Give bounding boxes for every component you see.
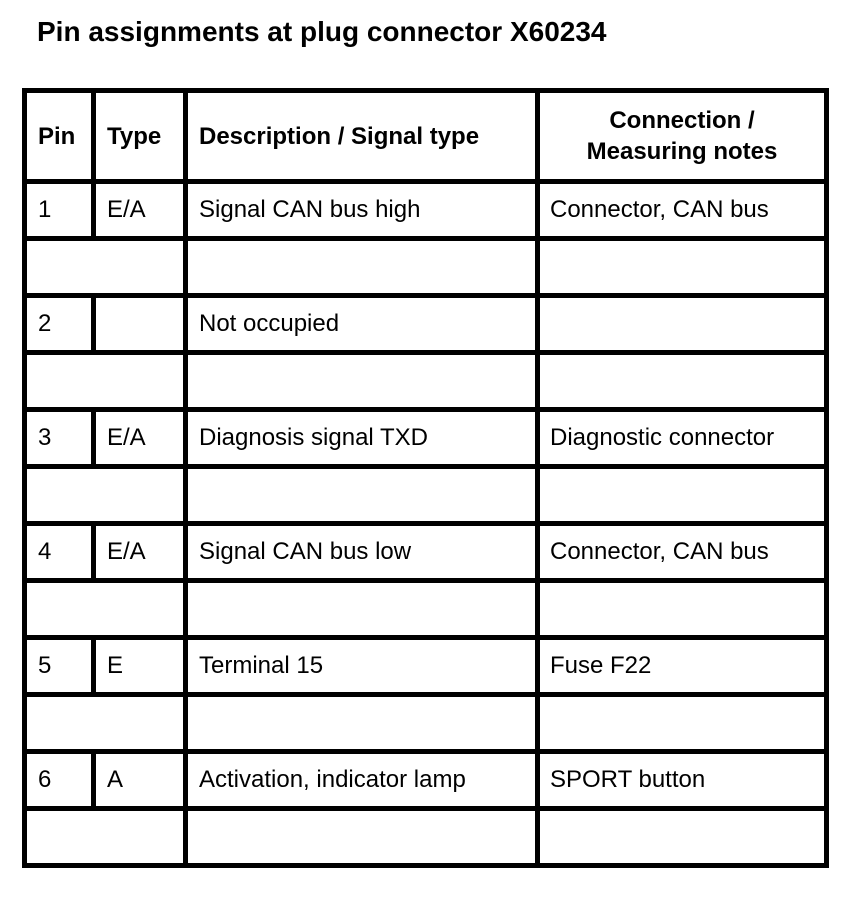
spacer-cell-notes — [538, 809, 827, 866]
cell-notes: Fuse F22 — [538, 638, 827, 695]
cell-description: Not occupied — [186, 296, 538, 353]
cell-description: Activation, indicator lamp — [186, 752, 538, 809]
cell-notes — [538, 296, 827, 353]
spacer-cell-pin-type — [25, 695, 186, 752]
table-row-pin-5 — [25, 638, 827, 695]
spacer-cell-description — [186, 581, 538, 638]
spacer-cell-pin-type — [25, 239, 186, 296]
header-notes-line-2: Measuring notes — [586, 138, 778, 165]
cell-notes: Diagnostic connector — [538, 410, 827, 467]
table-row-pin-6 — [25, 752, 827, 809]
cell-type: E — [94, 638, 186, 695]
table-spacer-row — [25, 467, 827, 524]
cell-notes: SPORT button — [538, 752, 827, 809]
spacer-cell-description — [186, 695, 538, 752]
pin-assignment-table — [22, 88, 829, 868]
spacer-cell-notes — [538, 239, 827, 296]
spacer-cell-pin-type — [25, 467, 186, 524]
spacer-cell-notes — [538, 695, 827, 752]
cell-description: Terminal 15 — [186, 638, 538, 695]
page-title: Pin assignments at plug connector X60234 — [37, 16, 607, 47]
header-type: Type — [94, 91, 186, 182]
spacer-cell-notes — [538, 467, 827, 524]
cell-pin: 3 — [25, 410, 94, 467]
cell-description: Signal CAN bus low — [186, 524, 538, 581]
table-row-pin-2 — [25, 296, 827, 353]
cell-type: E/A — [94, 182, 186, 239]
spacer-cell-pin-type — [25, 353, 186, 410]
cell-pin: 6 — [25, 752, 94, 809]
header-pin: Pin — [25, 91, 94, 182]
header-description: Description / Signal type — [186, 91, 538, 182]
header-connection-notes — [538, 91, 827, 182]
cell-notes: Connector, CAN bus — [538, 182, 827, 239]
spacer-cell-description — [186, 809, 538, 866]
cell-type — [94, 296, 186, 353]
table-row-pin-4 — [25, 524, 827, 581]
spacer-cell-notes — [538, 581, 827, 638]
spacer-cell-pin-type — [25, 809, 186, 866]
cell-type: E/A — [94, 524, 186, 581]
table-spacer-row — [25, 239, 827, 296]
cell-description: Signal CAN bus high — [186, 182, 538, 239]
table-spacer-row — [25, 809, 827, 866]
header-notes-line-1: Connection / — [609, 107, 755, 134]
table-row-pin-1 — [25, 182, 827, 239]
cell-pin: 4 — [25, 524, 94, 581]
table-row-pin-3 — [25, 410, 827, 467]
spacer-cell-pin-type — [25, 581, 186, 638]
cell-pin: 1 — [25, 182, 94, 239]
spacer-cell-notes — [538, 353, 827, 410]
table-spacer-row — [25, 581, 827, 638]
cell-notes: Connector, CAN bus — [538, 524, 827, 581]
table-spacer-row — [25, 353, 827, 410]
spacer-cell-description — [186, 467, 538, 524]
cell-type: E/A — [94, 410, 186, 467]
cell-pin: 5 — [25, 638, 94, 695]
cell-description: Diagnosis signal TXD — [186, 410, 538, 467]
cell-type: A — [94, 752, 186, 809]
cell-pin: 2 — [25, 296, 94, 353]
table-header-row — [25, 91, 827, 182]
table-spacer-row — [25, 695, 827, 752]
spacer-cell-description — [186, 353, 538, 410]
spacer-cell-description — [186, 239, 538, 296]
